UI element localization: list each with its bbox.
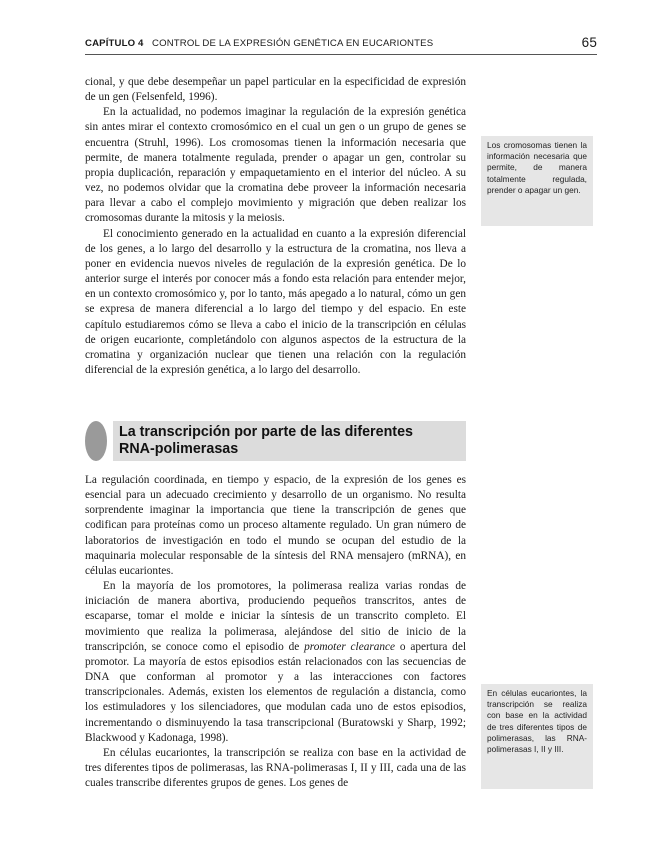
- margin-note-polymerases: En células eucariontes, la transcripción se realiza con base en la actividad de tres diferentes tipos de polimerasas, las RNA-polimerasas I, II y III.: [481, 684, 593, 789]
- paragraph-promoter-clearance: [85, 579, 466, 746]
- section-marker-dot: [85, 421, 107, 461]
- section-title-line2: RNA-polimerasas: [119, 441, 239, 457]
- paragraph: La regulación coordinada, en tiempo y espacio, de la expresión de los genes es esencial para un adecuado crecimiento y desarrollo de un organismo. No resulta sorprendente imaginar la importancia que tiene la transcripción de genes que codifican para proteínas como un proceso altamente regulado. Un gran número de laboratorios de investigación en todo el mundo se ocupan del estudio de la maquinaria molecular responsable de la síntesis del RNA mensajero (mRNA), en células eucariontes.: [85, 474, 466, 577]
- chapter-label: CAPÍTULO 4: [85, 38, 144, 49]
- running-head: [85, 35, 597, 53]
- body-column-top: [85, 75, 466, 378]
- paragraph-text: En la mayoría de los promotores, la polimerasa realiza varias rondas de iniciación de manera abortiva, produciendo pequeños transcritos, antes de escaparse, tomar el molde e iniciar la síntesis de un transcrito completo. El movimiento que realiza la polimerasa, alejándose del sitio de inicio de la transcripción, se conoce como el episodio de: [85, 580, 466, 653]
- body-column-bottom: [85, 473, 466, 791]
- chapter-title: CONTROL DE LA EXPRESIÓN GENÉTICA EN EUCARIONTES: [152, 38, 434, 49]
- section-title: [119, 424, 459, 458]
- paragraph: En células eucariontes, la transcripción se realiza con base en la actividad de tres diferentes tipos de polimerasas, las RNA-polimerasas I, II y III, cada una de las cuales transcribe diferentes grupos de genes. Los genes de: [85, 746, 466, 790]
- paragraph: El conocimiento generado en la actualidad en cuanto a la expresión diferencial de los genes, a lo largo del desarrollo y la estructura de la cromatina, nos lleva a poner en evidencia nuevos niveles de regulación de la expresión genética. De lo anterior surge el interés por conocer más a fondo esta relación para entender mejor, en un contexto cromosómico y, por lo tanto, más apegado a lo natural, cómo un gen se expresa de manera diferencial a lo largo del tiempo y del espacio. En este capítulo estudiaremos cómo se lleva a cabo el inicio de la transcripción en células de origen eucarionte, completándolo con algunos aspectos de la estructura de la cromatina y organización nuclear que tienen una relación con la regulación diferencial de la expresión genética, a lo largo del desarrollo.: [85, 227, 466, 376]
- paragraph: En la actualidad, no podemos imaginar la regulación de la expresión genética sin antes mirar el contexto cromosómico en el cual un gen o un grupo de genes se encuentra (Struhl, 1996). Los cromosomas tienen la información necesaria que permite, de manera totalmente regulada, prender o apagar un gen, controlar su propia duplicación, reparación y empaquetamiento en el interior del núcleo. A su vez, no podemos olvidar que la cromatina debe proveer la información necesaria para llevar a cabo el complejo movimiento y migración que deben realizar los cromosomas durante la mitosis y la meiosis.: [85, 106, 466, 225]
- page-number: 65: [581, 35, 597, 50]
- section-heading: [85, 421, 466, 461]
- section-title-line1: La transcripción por parte de las diferentes: [119, 424, 413, 440]
- paragraph-text: o apertura del promotor. La mayoría de estos episodios están relacionados con las secuencias de DNA que conforman al promotor y a las interacciones con factores transcripcionales. Además, existen los elementos de regulación a distancia, como los estimuladores y los silenciadores, que modulan cada uno de estos episodios, incrementando o disminuyendo la tasa transcripcional (Buratowski y Sharp, 1992; Blackwood y Kadonaga, 1998).: [85, 640, 466, 744]
- paragraph-continuation: cional, y que debe desempeñar un papel particular en la especificidad de expresión de un gen (Felsenfeld, 1996).: [85, 76, 466, 104]
- margin-note-chromosomes: Los cromosomas tienen la información necesaria que permite, de manera totalmente regulada, prender o apagar un gen.: [481, 136, 593, 226]
- header-rule: [85, 54, 597, 55]
- italic-term: promoter clearance: [304, 640, 396, 653]
